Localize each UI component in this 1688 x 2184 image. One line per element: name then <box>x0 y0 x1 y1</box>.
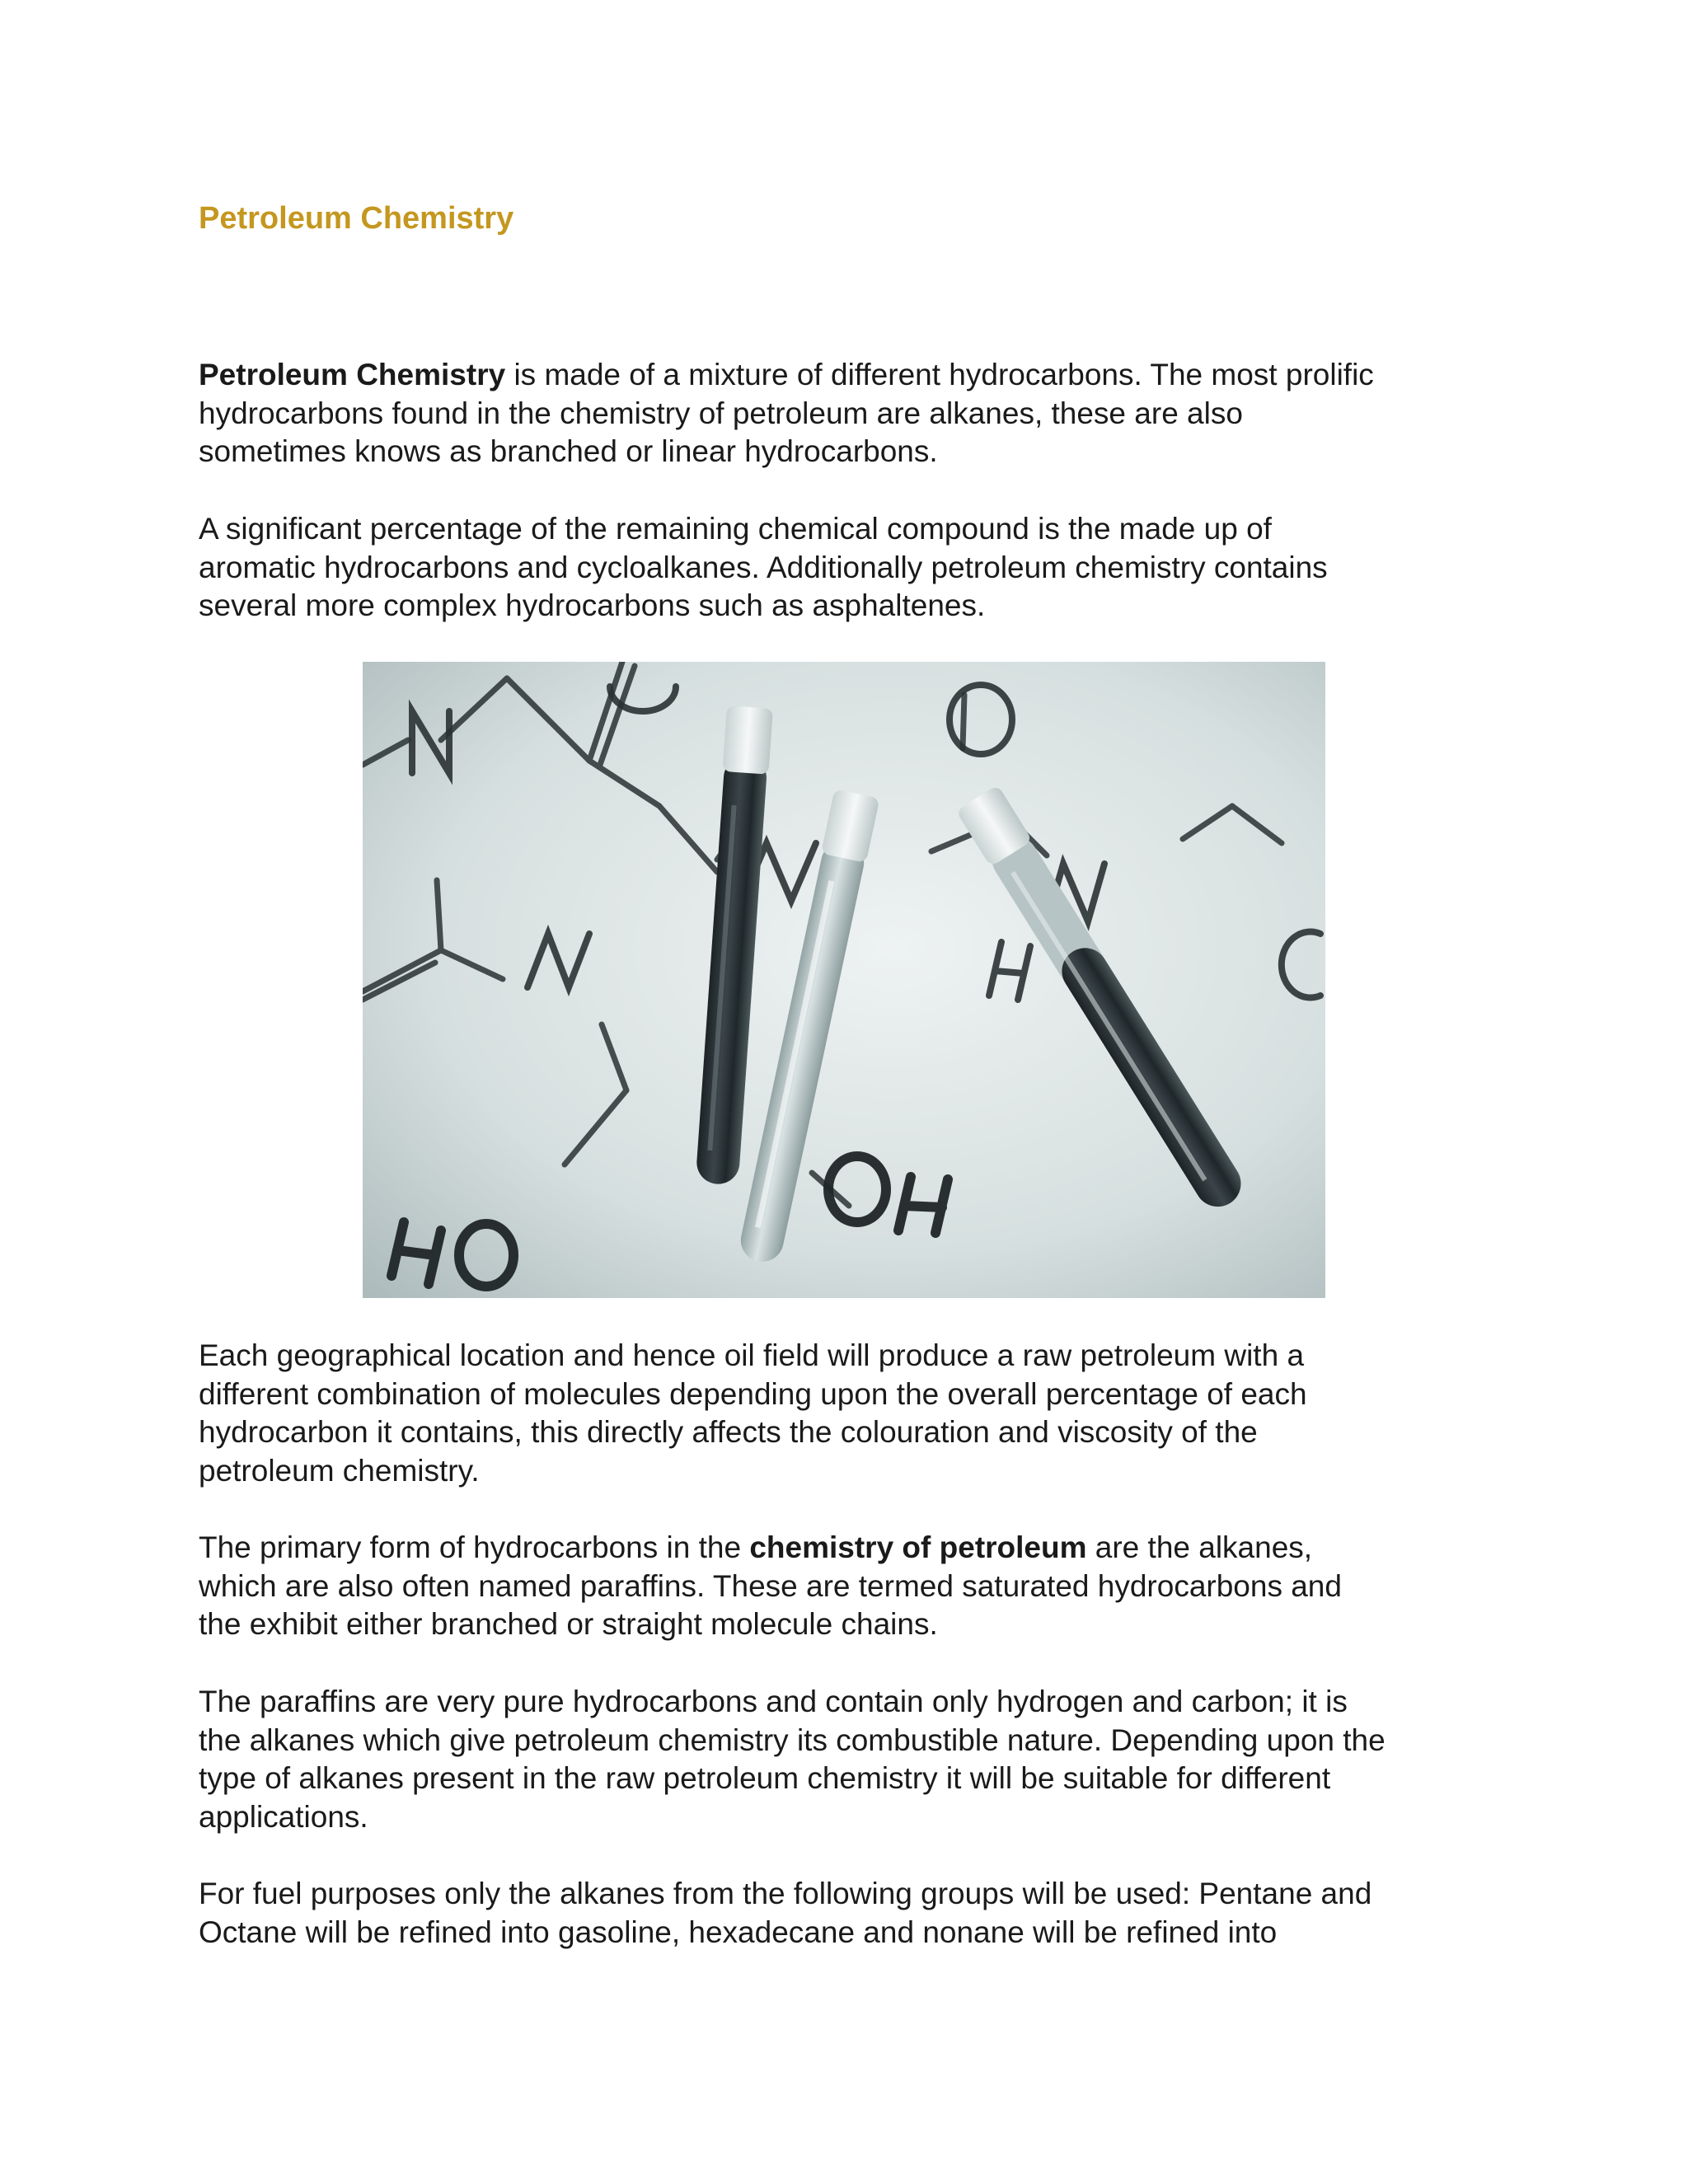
bold-text: Petroleum Chemistry <box>199 358 506 391</box>
paragraph-line <box>199 1529 1534 1568</box>
text-run: Octane will be refined into gasoline, hexadecane and nonane will be refined into <box>199 1915 1278 1949</box>
paragraph-line <box>199 433 1534 471</box>
paragraph <box>199 1337 1534 1490</box>
paragraph-line <box>199 1413 1534 1452</box>
paragraph-line <box>199 1452 1534 1491</box>
paragraph-line <box>199 1875 1534 1914</box>
paragraph <box>199 510 1534 626</box>
paragraph-line <box>199 1760 1534 1798</box>
bold-text: chemistry of petroleum <box>749 1530 1087 1564</box>
paragraph <box>199 356 1534 471</box>
paragraph-line <box>199 395 1534 434</box>
text-run: The paraffins are very pure hydrocarbons and contain only hydrogen and carbon; it is <box>199 1685 1348 1718</box>
chemistry-test-tubes-image <box>363 662 1325 1298</box>
paragraph <box>199 1529 1534 1644</box>
text-run: The primary form of hydrocarbons in the <box>199 1530 750 1564</box>
text-run: several more complex hydrocarbons such as asphaltenes. <box>199 588 986 622</box>
text-run: sometimes knows as branched or linear hydrocarbons. <box>199 434 938 468</box>
text-run: which are also often named paraffins. These are termed saturated hydrocarbons and <box>199 1568 1342 1603</box>
text-run: For fuel purposes only the alkanes from the following groups will be used: Pentane and <box>199 1877 1372 1910</box>
text-run: applications. <box>199 1799 368 1834</box>
paragraph-line <box>199 1798 1534 1837</box>
page-title: Petroleum Chemistry <box>199 201 514 236</box>
text-run: are the alkanes, <box>1086 1530 1313 1564</box>
paragraph-line <box>199 587 1534 626</box>
text-run: the alkanes which give petroleum chemistry its combustible nature. Depending upon the <box>199 1722 1386 1757</box>
paragraph-line <box>199 1337 1534 1376</box>
text-run: Each geographical location and hence oil field will produce a raw petroleum with a <box>199 1338 1305 1372</box>
text-run: A significant percentage of the remaining chemical compound is the made up of <box>199 512 1272 546</box>
paragraph-line <box>199 1376 1534 1414</box>
paragraph-line <box>199 1683 1534 1722</box>
paragraph-line <box>199 1568 1534 1606</box>
text-run: the exhibit either branched or straight molecule chains. <box>199 1607 938 1641</box>
paragraph-line <box>199 1722 1534 1760</box>
paragraph-line <box>199 1605 1534 1644</box>
paragraph <box>199 1875 1534 1952</box>
text-run: aromatic hydrocarbons and cycloalkanes. Additionally petroleum chemistry contains <box>199 550 1328 584</box>
paragraph-line <box>199 549 1534 588</box>
paragraph <box>199 1683 1534 1836</box>
text-run: is made of a mixture of different hydrocarbons. The most prolific <box>505 358 1374 391</box>
paragraph-line <box>199 356 1534 395</box>
paragraph-line <box>199 1914 1534 1952</box>
text-run: petroleum chemistry. <box>199 1453 480 1488</box>
text-run: hydrocarbon it contains, this directly affects the colouration and viscosity of the <box>199 1415 1258 1449</box>
paragraph-line <box>199 510 1534 549</box>
text-run: type of alkanes present in the raw petroleum chemistry it will be suitable for different <box>199 1761 1331 1795</box>
text-run: different combination of molecules depending upon the overall percentage of each <box>199 1376 1307 1411</box>
text-run: hydrocarbons found in the chemistry of petroleum are alkanes, these are also <box>199 396 1243 430</box>
